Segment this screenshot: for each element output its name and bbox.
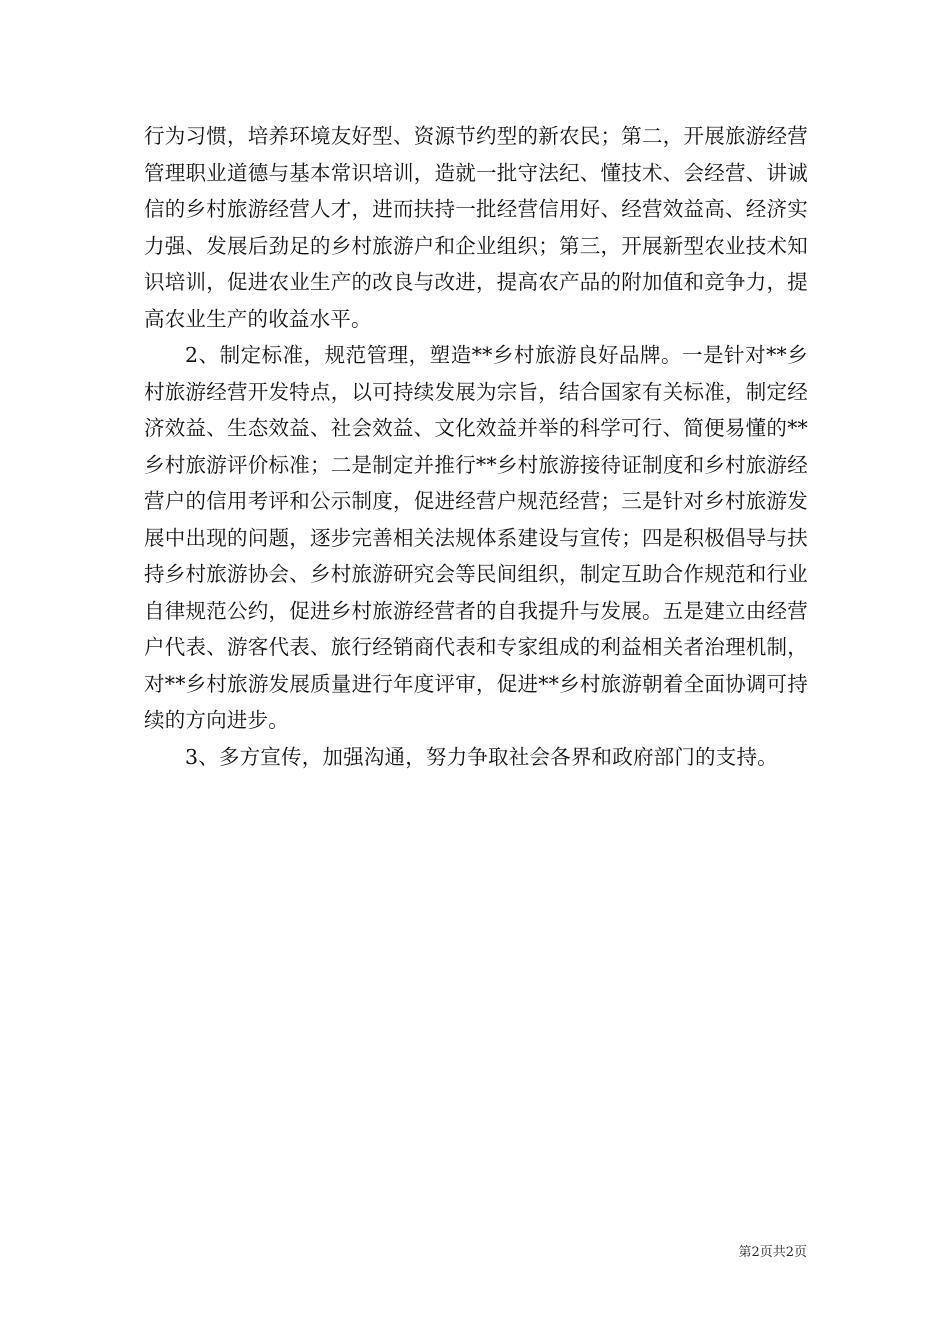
- page-number: 第2页共2页: [738, 1245, 807, 1260]
- document-body: [144, 118, 808, 775]
- paragraph-publicity: 3、多方宣传，加强沟通，努力争取社会各界和政府部门的支持。: [185, 744, 778, 769]
- paragraph-standards: 2、制定标准，规范管理，塑造**乡村旅游良好品牌。一是针对**乡村旅游经营开发特点，以可持续发展为宗旨，结合国家有关标准，制定经济效益、生态效益、社会效益、文化效益并举的科学可行、简便易懂的**乡村旅游评价标准；二是制定并推行**乡村旅游接待证制度和乡村旅游经营户的信用考评和公示制度，促进经营户规范经营；三是针对乡村旅游发展中出现的问题，逐步完善相关法规体系建设与宣传；四是积极倡导与扶持乡村旅游协会、乡村旅游研究会等民间组织，制定互助合作规范和行业自律规范公约，促进乡村旅游经营者的自我提升与发展。五是建立由经营户代表、游客代表、旅行经销商代表和专家组成的利益相关者治理机制，对**乡村旅游发展质量进行年度评审，促进**乡村旅游朝着全面协调可持续的方向进步。: [144, 343, 808, 732]
- paragraph-continuation: 行为习惯，培养环境友好型、资源节约型的新农民；第二，开展旅游经营管理职业道德与基本常识培训，造就一批守法纪、懂技术、会经营、讲诚信的乡村旅游经营人才，进而扶持一批经营信用好、经营效益高、经济实力强、发展后劲足的乡村旅游户和企业组织；第三，开展新型农业技术知识培训，促进农业生产的改良与改进，提高农产品的附加值和竞争力，提高农业生产的收益水平。: [144, 124, 808, 331]
